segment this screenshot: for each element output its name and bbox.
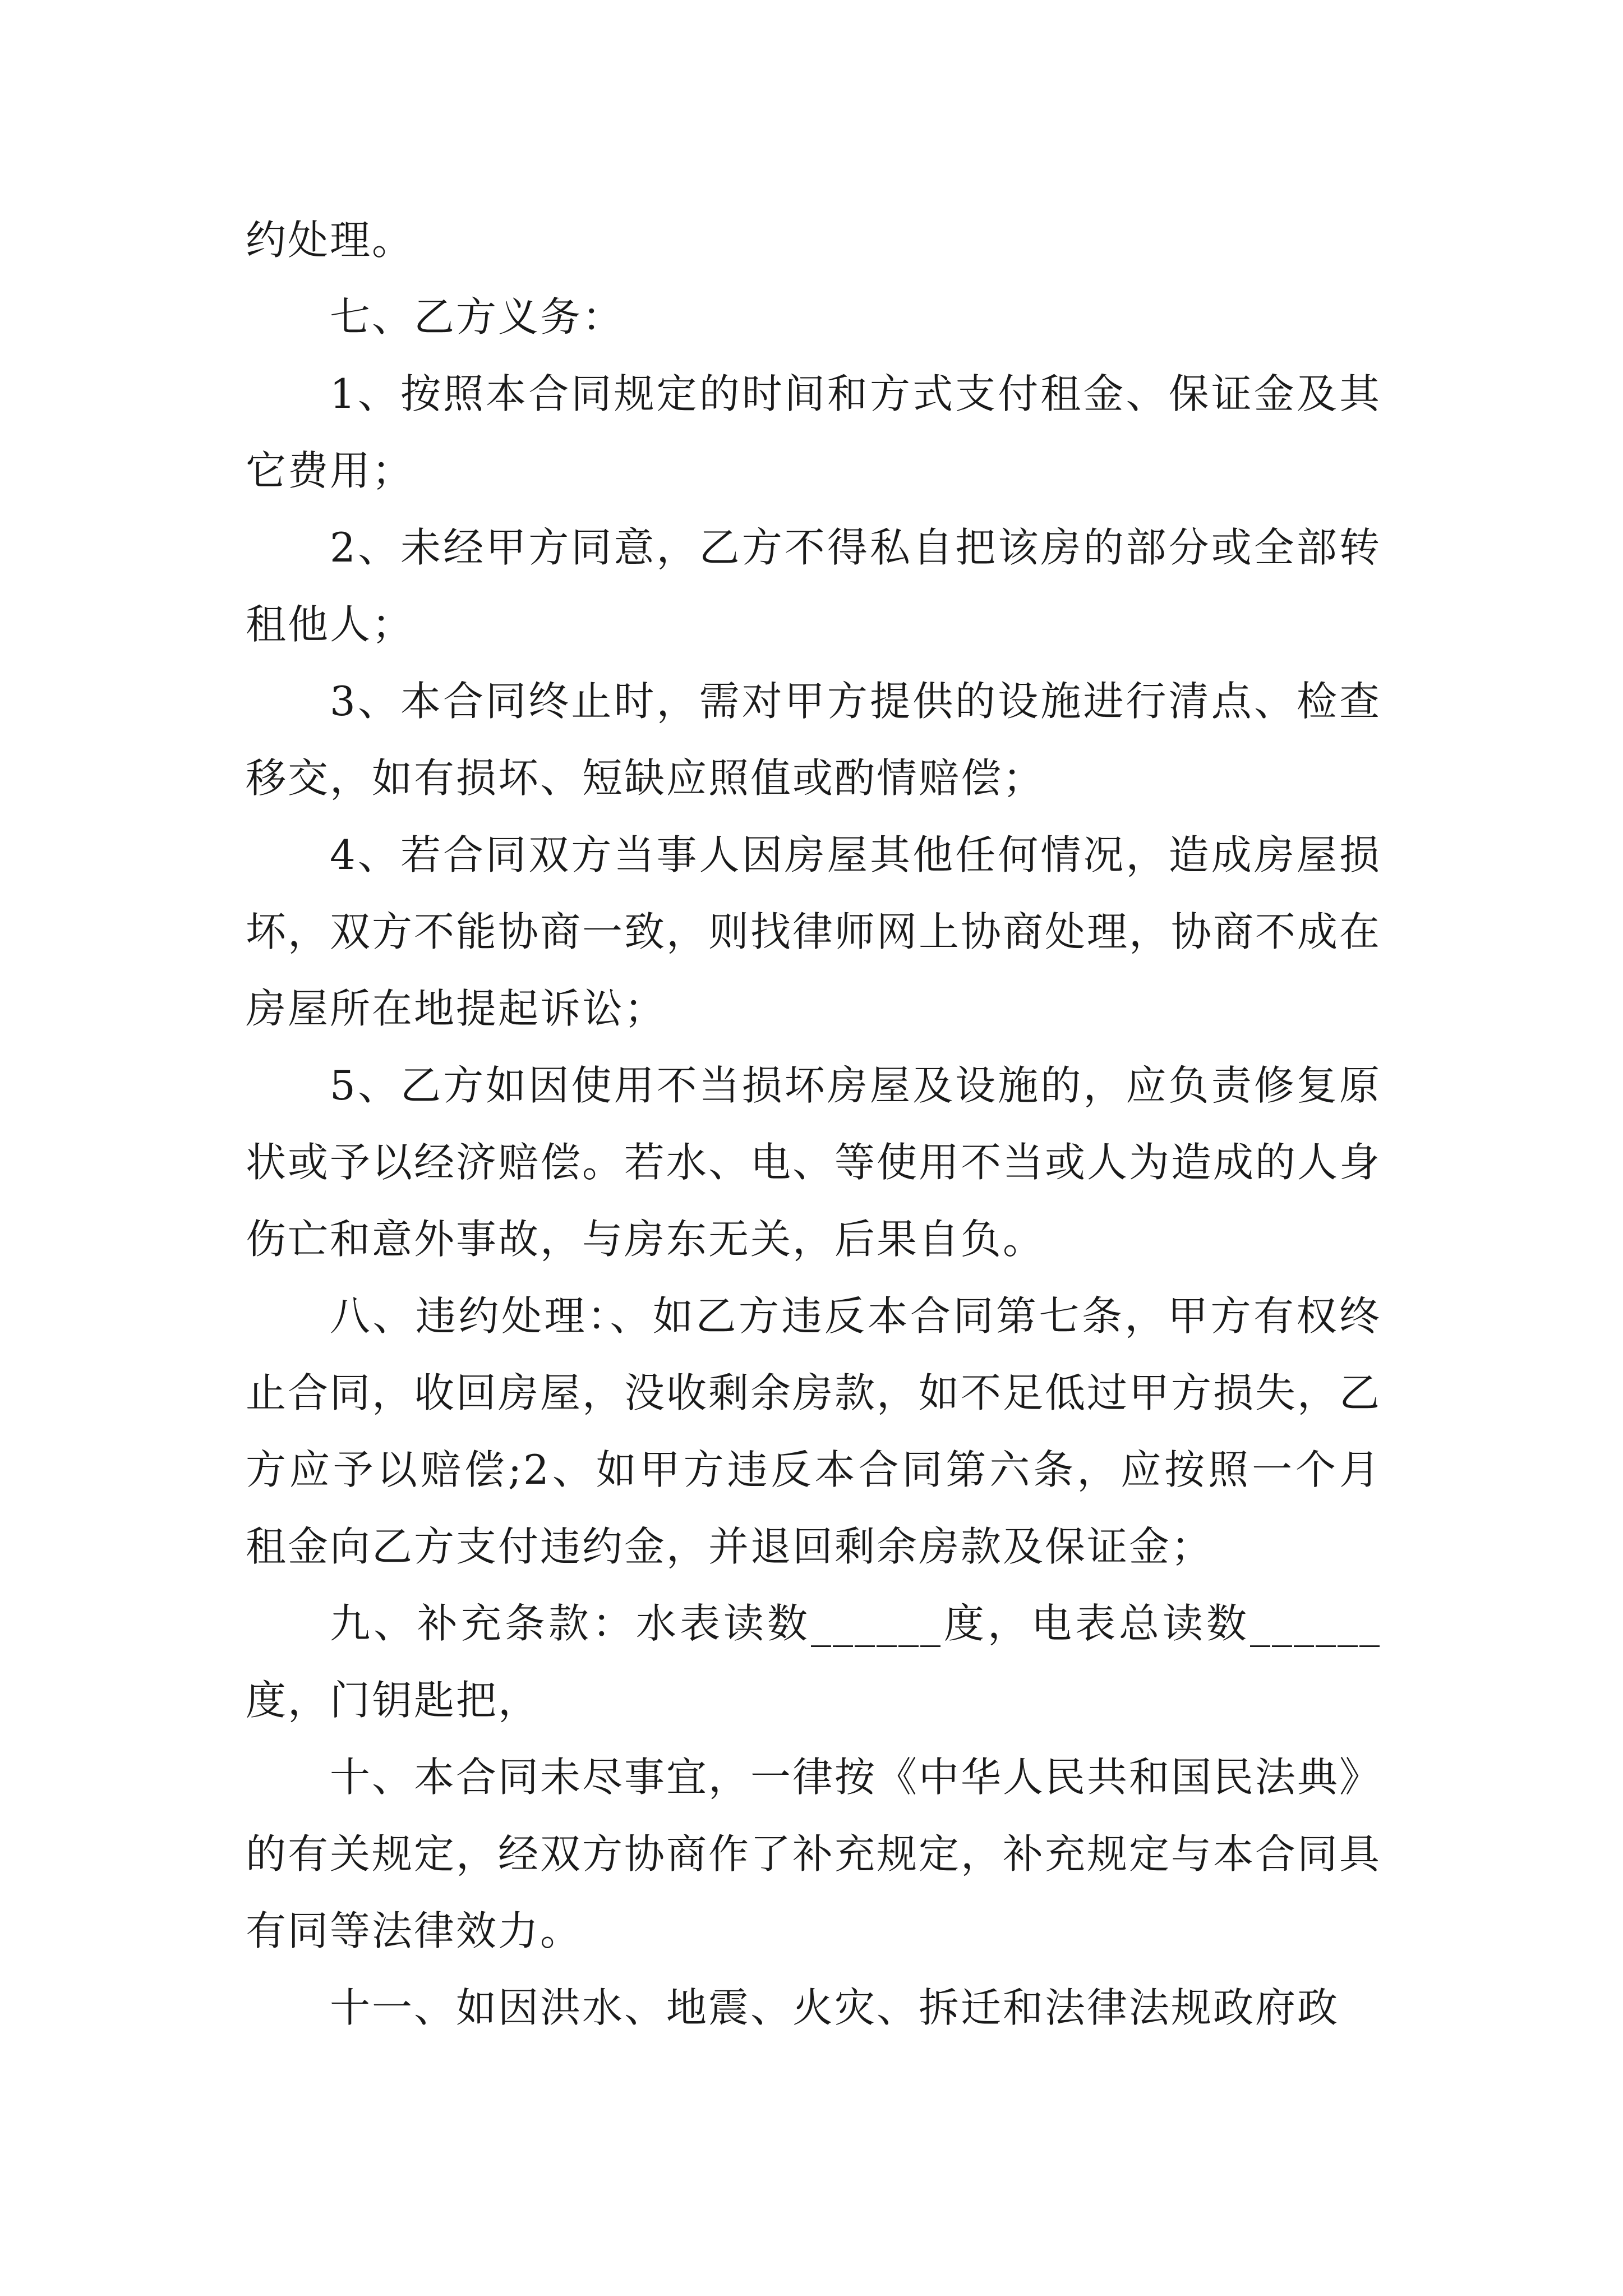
section-unresolved-matters: 十、本合同未尽事宜，一律按《中华人民共和国民法典》的有关规定，经双方协商作了补充规定，补充规定与本合同具有同等法律效力。 [246, 1754, 1382, 1954]
clause-7-3: 3、本合同终止时，需对甲方提供的设施进行清点、检查移交，如有损坏、短缺应照值或酌情赔偿； [246, 678, 1381, 802]
clause-7-1: 1、按照本合同规定的时间和方式支付租金、保证金及其它费用； [246, 370, 1381, 494]
paragraph-continuation: 约处理。 [246, 217, 414, 264]
clause-7-4: 4、若合同双方当事人因房屋其他任何情况，造成房屋损坏，双方不能协商一致，则找律师网上协商处理，协商不成在房屋所在地提起诉讼； [246, 831, 1382, 1032]
clause-7-2: 2、未经甲方同意，乙方不得私自把该房的部分或全部转租他人； [246, 524, 1381, 648]
section-heading-tenant-obligations: 七、乙方义务： [330, 293, 625, 341]
section-supplementary-terms: 九、补充条款：水表读数______度，电表总读数______度，门钥匙把， [246, 1600, 1381, 1724]
clause-7-5: 5、乙方如因使用不当损坏房屋及设施的，应负责修复原状或予以经济赔偿。若水、电、等使用不当或人为造成的人身伤亡和意外事故，与房东无关，后果自负。 [246, 1062, 1382, 1263]
document-body [246, 202, 1381, 2046]
section-force-majeure: 十一、如因洪水、地震、火灾、拆迁和法律法规政府政 [330, 1984, 1340, 2031]
section-breach-handling: 八、违约处理：、如乙方违反本合同第七条，甲方有权终止合同，收回房屋，没收剩余房款，如不足低过甲方损失，乙方应予以赔偿;2、如甲方违反本合同第六条，应按照一个月租金向乙方支付违约金，并退回剩余房款及保证金； [246, 1292, 1382, 1570]
